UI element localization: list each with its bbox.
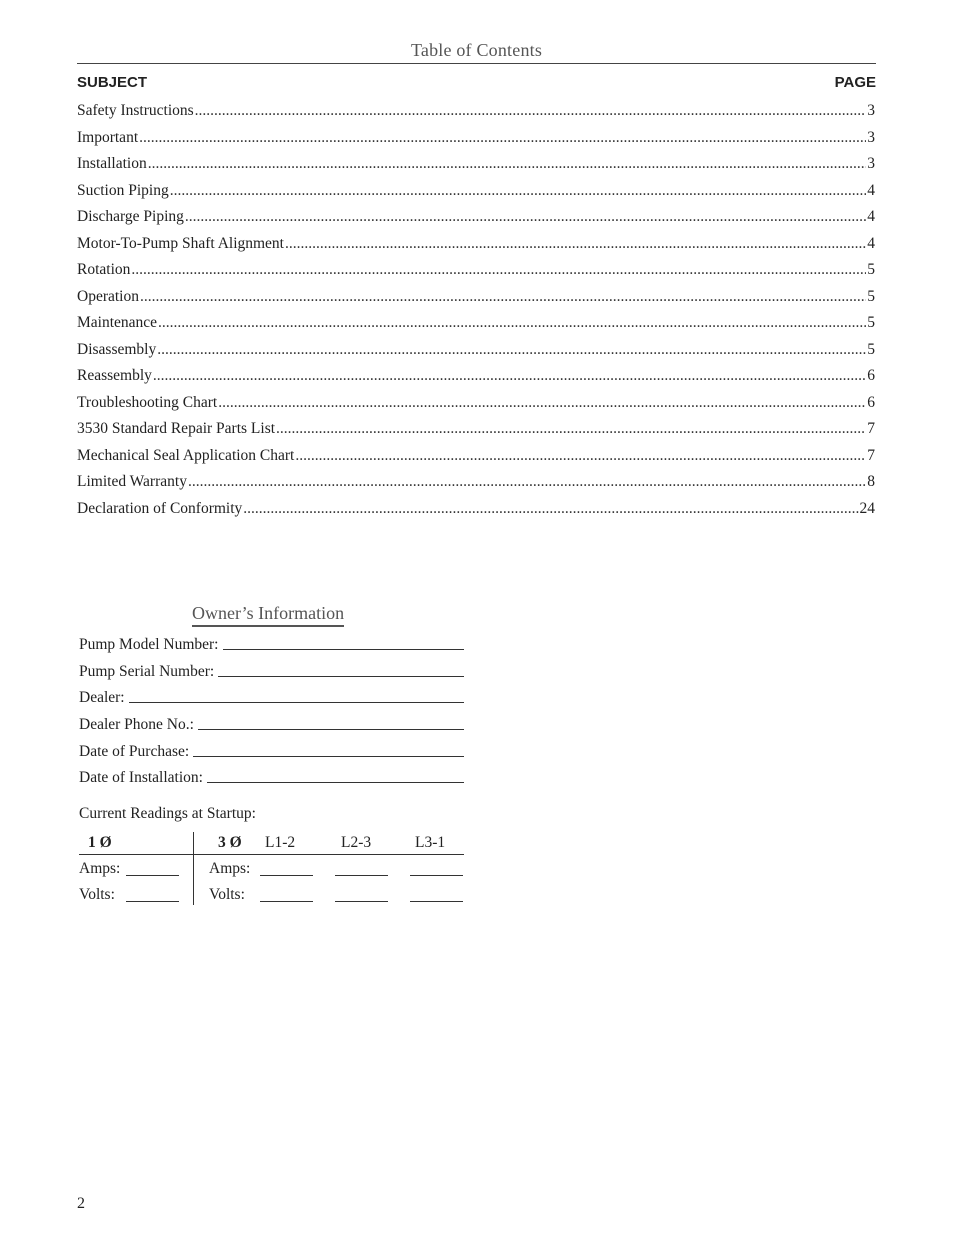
toc-entry [77,500,875,527]
toc-entry [77,341,875,368]
toc-entry [77,447,875,474]
toc-entry [77,208,875,235]
toc-title: Table of Contents [410,40,543,60]
current-readings-label: Current Readings at Startup: [79,805,256,822]
toc-entry-label: Reassembly [77,367,152,384]
toc-entry-label: Disassembly [77,340,157,358]
dot-leader [185,208,866,226]
dot-leader [170,182,867,200]
toc-entry-label: Declaration of Conformity [77,499,243,517]
pump-model-field[interactable] [79,636,464,654]
blank-line[interactable] [198,729,464,730]
toc-entry-page: 3 [867,155,875,172]
toc-entry-page: 5 [867,261,875,278]
dot-leader [140,288,866,306]
toc-entry-page: 6 [867,367,875,384]
volts-l3-1-blank[interactable] [410,901,463,902]
line-header: L3-1 [415,834,446,851]
dot-leader [218,394,866,412]
dot-leader [276,420,866,438]
toc-entry [77,473,875,500]
toc-entry [77,288,875,315]
pump-serial-field[interactable] [79,663,464,681]
three-phase-header: 3 Ø [218,834,242,851]
dot-leader [131,261,866,279]
toc-title-rule [77,63,876,64]
dot-leader [295,447,866,465]
blank-line[interactable] [207,782,464,783]
page-number: 2 [77,1195,85,1212]
amps-label-3ph: Amps: [209,860,251,877]
dot-leader [188,473,866,491]
toc-entry-label: Installation [77,155,147,172]
toc-entry [77,367,875,394]
line-header: L1-2 [265,834,296,851]
toc-page-header: PAGE [834,74,876,91]
dot-leader [243,500,858,518]
dot-leader [139,129,866,147]
date-of-purchase-field[interactable] [79,743,464,761]
toc-entry-page: 6 [867,393,875,411]
header-rule [79,854,464,855]
toc-entry-page: 24 [859,499,875,517]
toc-entry-label: Important [77,128,139,146]
current-readings-table [79,832,464,906]
blank-line[interactable] [129,702,464,703]
dot-leader [153,367,866,385]
toc-entry-page: 4 [867,208,875,225]
toc-entry-page: 7 [867,420,875,437]
toc-entry-label: 3530 Standard Repair Parts List [77,420,276,437]
dealer-phone-field[interactable] [79,716,464,734]
field-label: Pump Model Number: [79,636,219,653]
toc-entry-page: 3 [867,128,875,146]
volts-l2-3-blank[interactable] [335,901,388,902]
owner-info-title: Owner’s Information [192,603,344,627]
toc-entry-page: 4 [867,181,875,199]
toc-entry-label: Motor-To-Pump Shaft Alignment [77,234,284,252]
amps-l3-1-blank[interactable] [410,875,463,876]
date-of-installation-field[interactable] [79,769,464,787]
toc-entry-page: 3 [867,102,875,119]
amps-1ph-blank[interactable] [126,875,179,876]
toc-entry [77,261,875,288]
toc-list [77,102,875,526]
toc-entry [77,314,875,341]
field-label: Date of Purchase: [79,743,190,760]
toc-entry [77,394,875,421]
amps-l2-3-blank[interactable] [335,875,388,876]
field-label: Date of Installation: [79,769,203,786]
dot-leader [157,341,866,359]
toc-subject-header: SUBJECT [77,74,148,91]
toc-entry-page: 5 [867,287,875,305]
field-label: Dealer Phone No.: [79,716,194,733]
dot-leader [148,155,867,173]
toc-entry [77,182,875,209]
toc-entry-page: 5 [867,340,875,358]
toc-entry-label: Troubleshooting Chart [77,393,218,411]
blank-line[interactable] [193,756,464,757]
toc-entry-label: Mechanical Seal Application Chart [77,446,295,464]
toc-entry [77,155,875,182]
toc-entry-label: Suction Piping [77,181,169,199]
line-header: L2-3 [341,834,372,851]
blank-line[interactable] [218,676,464,677]
toc-entry [77,235,875,262]
single-phase-header: 1 Ø [88,834,112,851]
dot-leader [195,102,867,120]
toc-entry-page: 7 [867,446,875,464]
toc-entry-label: Safety Instructions [77,102,194,119]
field-label: Pump Serial Number: [79,663,215,680]
volts-l1-2-blank[interactable] [260,901,313,902]
toc-entry-label: Maintenance [77,314,158,331]
toc-entry-page: 8 [867,473,875,490]
phase-divider [193,832,194,905]
amps-l1-2-blank[interactable] [260,875,313,876]
toc-entry-label: Operation [77,287,139,305]
volts-1ph-blank[interactable] [126,901,179,902]
field-label: Dealer: [79,689,125,706]
toc-entry [77,129,875,156]
toc-entry-label: Limited Warranty [77,473,187,490]
blank-line[interactable] [223,649,465,650]
amps-label-1ph: Amps: [79,860,121,877]
dot-leader [158,314,866,332]
dealer-field[interactable] [79,689,464,707]
toc-entry [77,420,875,447]
toc-entry-page: 5 [867,314,875,331]
volts-label-3ph: Volts: [209,886,245,903]
toc-entry-page: 4 [867,234,875,252]
toc-entry [77,102,875,129]
toc-entry-label: Discharge Piping [77,208,184,225]
dot-leader [285,235,866,253]
volts-label-1ph: Volts: [79,886,115,903]
toc-entry-label: Rotation [77,261,131,278]
